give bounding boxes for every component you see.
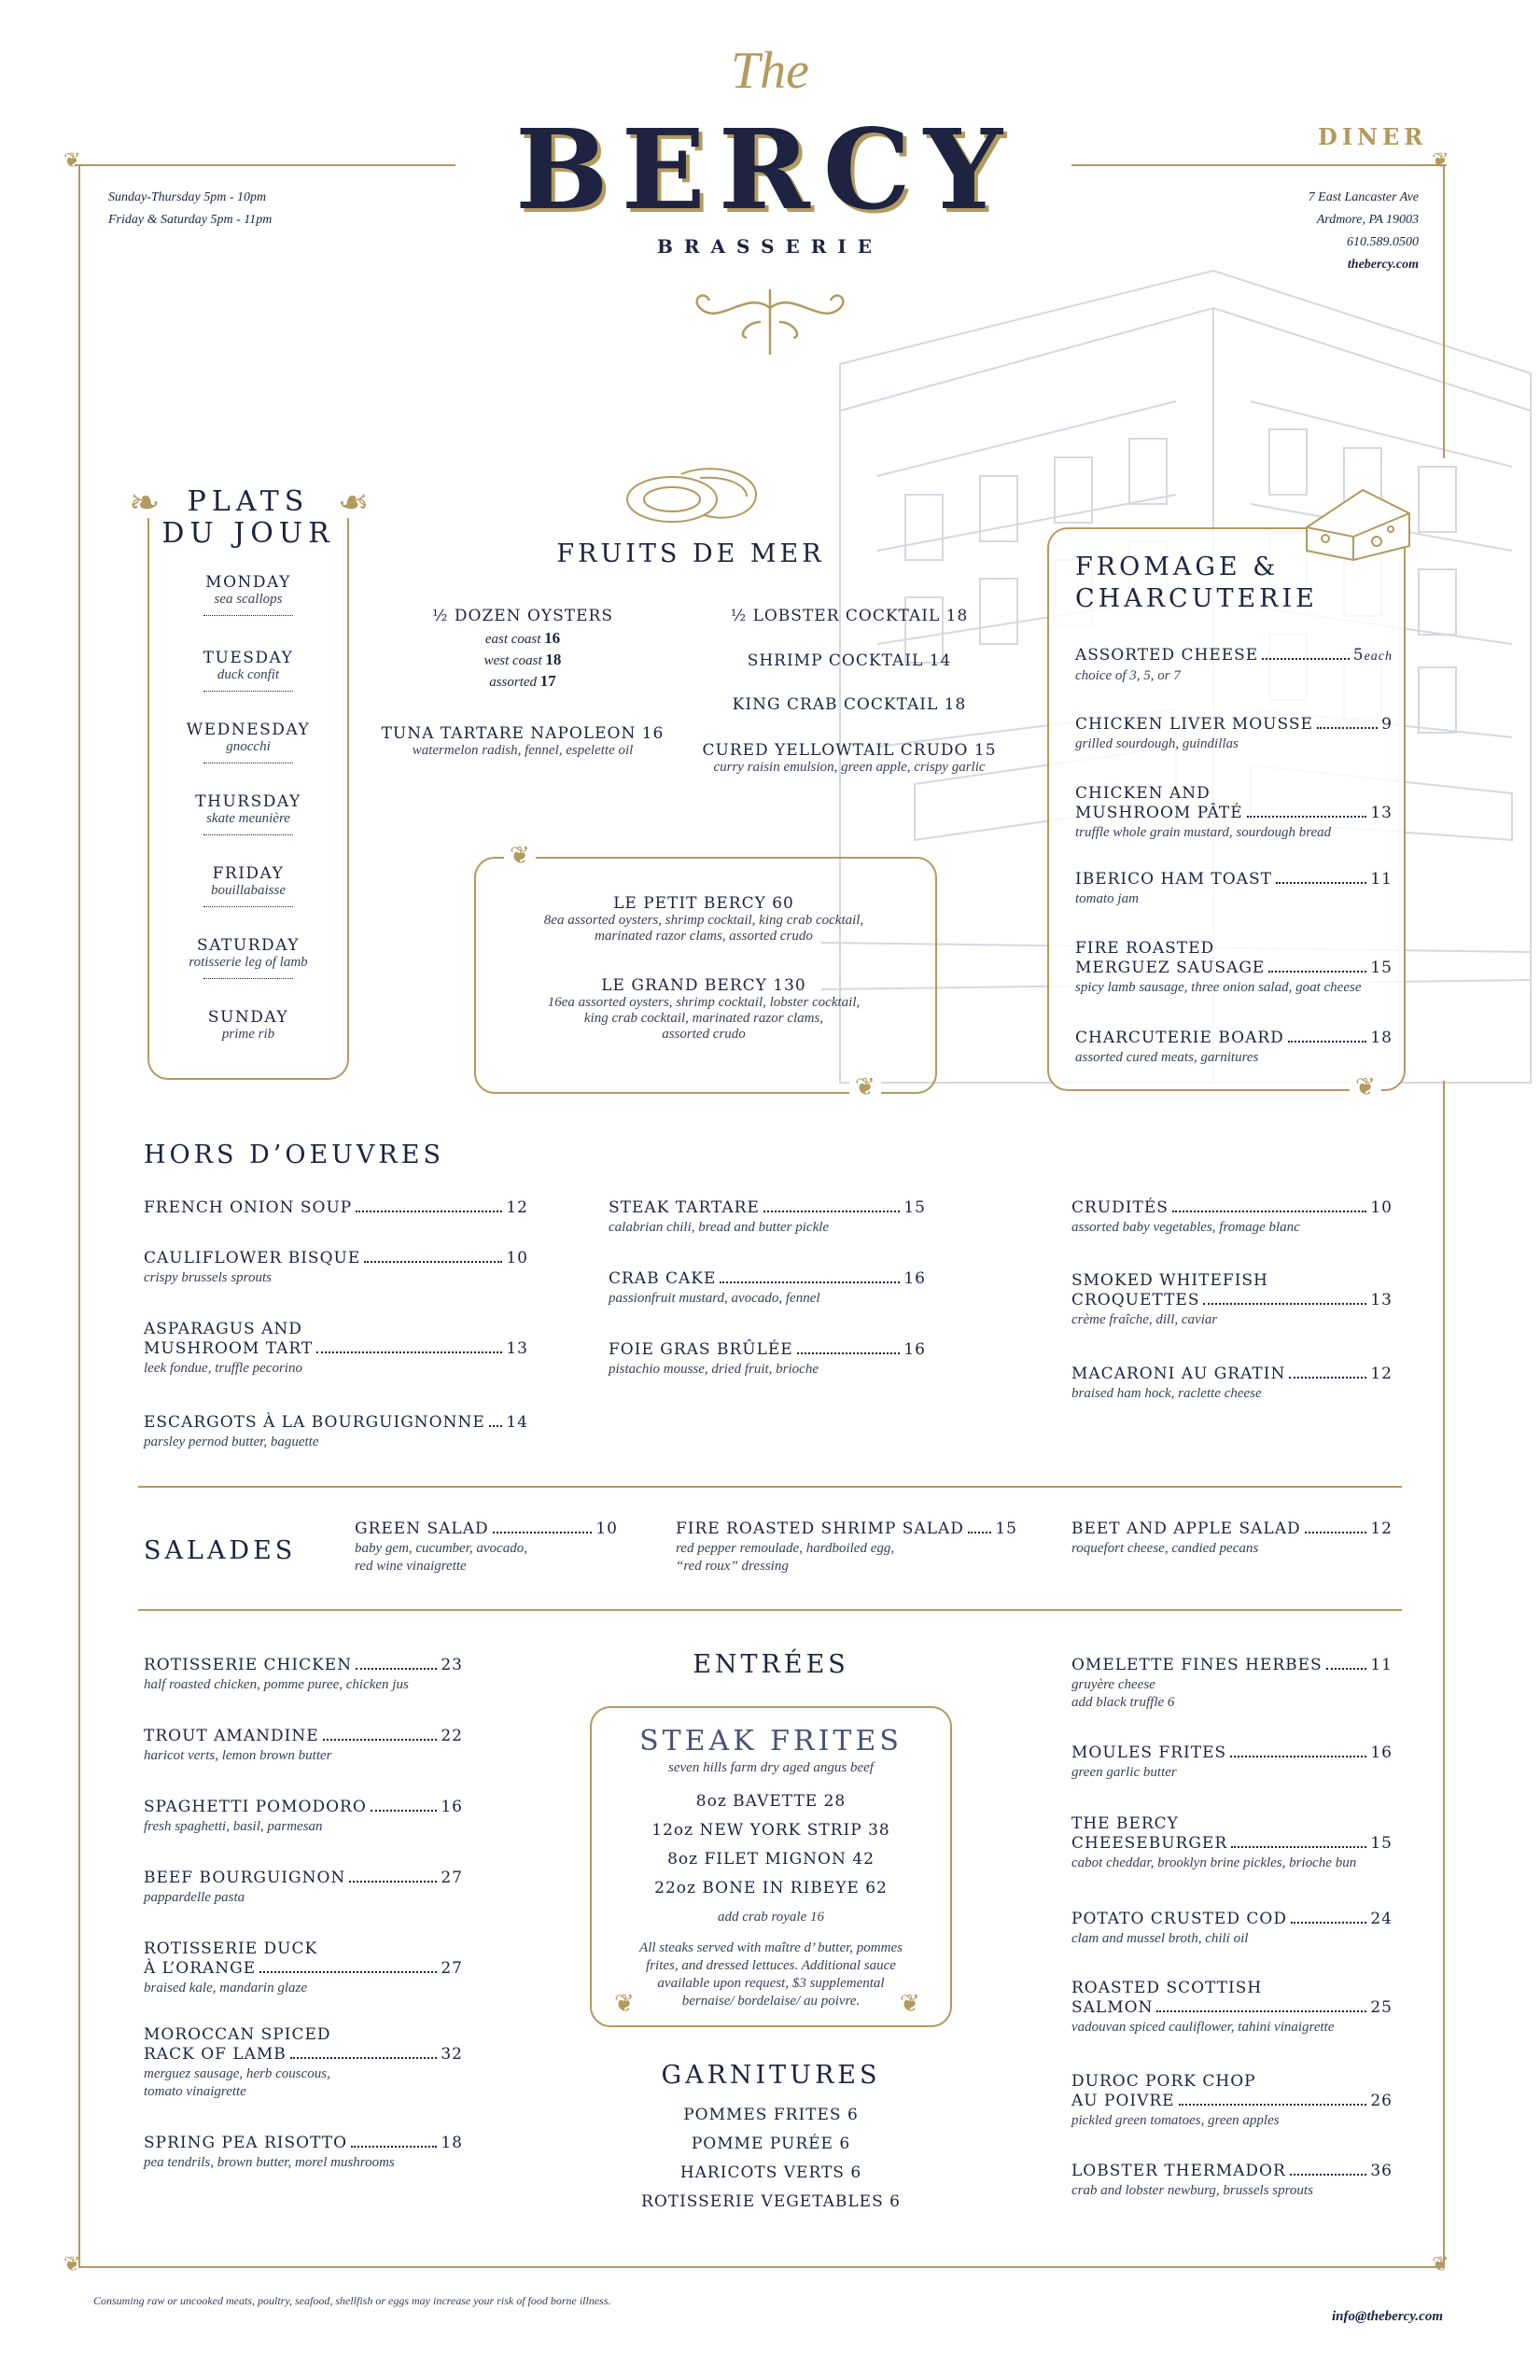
tuna-item: TUNA TARTARE NAPOLEON 16 watermelon radish, fennel, espelette oil (381, 724, 665, 758)
hors-item: FOIE GRAS BRÛLÉE 16 pistachio mousse, dried fruit, brioche (609, 1340, 926, 1377)
hors-item: CRAB CAKE 16 passionfruit mustard, avocado, fennel (609, 1269, 926, 1306)
logo-the: The (731, 42, 809, 100)
hors-item: ASPARAGUS AND MUSHROOM TART 13 leek fondue, truffle pecorino (144, 1320, 528, 1376)
garniture-item: HARICOTS VERTS 6 (679, 2163, 862, 2182)
hors-item: MACARONI AU GRATIN 12 braised ham hock, raclette cheese (1071, 1365, 1393, 1401)
corner-flourish-icon: ❦ (1432, 2253, 1449, 2276)
hors-item: STEAK TARTARE 15 calabrian chili, bread and butter pickle (609, 1198, 926, 1235)
hours-line-2: Friday & Saturday 5pm - 11pm (108, 213, 273, 227)
garnitures-title: GARNITURES (661, 2061, 881, 2090)
shrimp-cocktail-item: SHRIMP COCKTAIL 14 (747, 651, 952, 670)
king-crab-item: KING CRAB COCKTAIL 18 (732, 695, 967, 714)
garniture-item: POMME PURÉE 6 (691, 2135, 851, 2153)
cheese-illustration-icon (1288, 471, 1419, 565)
hors-title: HORS D’OEUVRES (144, 1141, 444, 1169)
sprig-icon: ❦ (504, 842, 536, 870)
fromage-item-iberico: IBERICO HAM TOAST 11 tomato jam (1075, 870, 1393, 906)
entree-item: TROUT AMANDINE 22 haricot verts, lemon brown butter (144, 1727, 463, 1763)
address-line-2: Ardmore, PA 19003 (1316, 213, 1419, 227)
grand-bercy-item: LE GRAND BERCY 130 16ea assorted oysters, shrimp cocktail, lobster cocktail, king crab cocktail, marinated razor clams, assorted crudo (547, 976, 861, 1042)
plats-title-1: PLATS (187, 485, 310, 518)
frame-right-bottom-rule (1443, 1081, 1445, 2268)
plat-wednesday: WEDNESDAY gnocchi (140, 721, 357, 763)
email-link[interactable]: info@thebercy.com (1332, 2309, 1443, 2324)
fromage-item-liver-mousse: CHICKEN LIVER MOUSSE 9 grilled sourdough, guindillas (1075, 715, 1393, 751)
frame-left-rule (78, 164, 80, 2268)
sprig-icon: ❦ (894, 1990, 926, 2018)
sprig-icon: ❦ (1350, 1073, 1381, 1101)
hors-item: CAULIFLOWER BISQUE 10 crispy brussels sprouts (144, 1249, 528, 1285)
plat-saturday: SATURDAY rotisserie leg of lamb (140, 936, 357, 979)
steak-cut: 22oz BONE IN RIBEYE 62 (654, 1879, 888, 1897)
entree-item: SPRING PEA RISOTTO 18 pea tendrils, brown butter, morel mushrooms (144, 2134, 463, 2170)
entree-item: MOROCCAN SPICED RACK OF LAMB 32 merguez sausage, herb couscous, tomato vinaigrette (144, 2025, 463, 2099)
logo-name: BERCY (515, 105, 1015, 234)
fromage-item-merguez: FIRE ROASTED MERGUEZ SAUSAGE 15 spicy lamb sausage, three onion salad, goat cheese (1075, 939, 1393, 995)
salad-item: FIRE ROASTED SHRIMP SALAD 15 red pepper remoulade, hardboiled egg, “red roux” dressing (676, 1519, 1017, 1574)
corner-flourish-icon: ❦ (63, 2253, 81, 2276)
phone-number: 610.589.0500 (1347, 235, 1419, 249)
plat-monday: MONDAY sea scallops (140, 573, 357, 616)
plat-sunday: SUNDAY prime rib (207, 1008, 289, 1042)
fromage-item-pate: CHICKEN AND MUSHROOM PÂTÉ 13 truffle whole grain mustard, sourdough bread (1075, 784, 1393, 840)
steak-cut: 12oz NEW YORK STRIP 38 (651, 1821, 890, 1840)
logo-sub: BRASSERIE (657, 235, 883, 258)
petit-bercy-item: LE PETIT BERCY 60 8ea assorted oysters, shrimp cocktail, king crab cocktail, marinated razor clams, assorted crudo (543, 894, 864, 944)
garniture-item: ROTISSERIE VEGETABLES 6 (641, 2192, 901, 2211)
entree-item: DUROC PORK CHOP AU POIVRE 26 pickled green tomatoes, green apples (1071, 2072, 1393, 2128)
fromage-title-1: FROMAGE & (1075, 553, 1280, 581)
oysters-item: ½ DOZEN OYSTERS east coast 16 west coast 18 assorted 17 (432, 607, 613, 690)
frame-bottom-rule (78, 2266, 1445, 2268)
entree-item: BEEF BOURGUIGNON 27 pappardelle pasta (144, 1869, 463, 1905)
corner-flourish-icon: ❦ (1432, 149, 1449, 173)
entrees-title: ENTRÉES (693, 1650, 849, 1679)
plat-thursday: THURSDAY skate meunière (140, 792, 357, 835)
oyster-illustration-icon (616, 457, 765, 532)
steak-cut: 8oz BAVETTE 28 (695, 1792, 847, 1811)
salades-bottom-rule (138, 1609, 1402, 1611)
entree-item: ROASTED SCOTTISH SALMON 25 vadouvan spiced cauliflower, tahini vinaigrette (1071, 1979, 1393, 2035)
fruits-title: FRUITS DE MER (556, 539, 825, 568)
salad-item: GREEN SALAD 10 baby gem, cucumber, avocado, red wine vinaigrette (355, 1519, 618, 1574)
frame-top-right-rule (1071, 164, 1447, 166)
corner-flourish-icon: ❦ (63, 149, 81, 173)
plats-title-2: DU JOUR (161, 517, 335, 550)
entree-item: ROTISSERIE DUCK À L’ORANGE 27 braised kale, mandarin glaze (144, 1939, 463, 1995)
salad-item: BEET AND APPLE SALAD 12 roquefort cheese, candied pecans (1071, 1519, 1393, 1556)
entree-item: OMELETTE FINES HERBES 11 gruyère cheese add black truffle 6 (1071, 1656, 1393, 1710)
platter-box (474, 857, 937, 1094)
hors-item: FRENCH ONION SOUP 12 (144, 1198, 528, 1217)
laurel-icon: ❧ (129, 482, 161, 525)
fromage-item-assorted-cheese: ASSORTED CHEESE 5 each choice of 3, 5, or 7 (1075, 646, 1393, 683)
garniture-item: POMMES FRITES 6 (683, 2106, 859, 2124)
steak-frites-sub: seven hills farm dry aged angus beef (668, 1760, 874, 1775)
hors-item: ESCARGOTS À LA BOURGUIGNONNE 14 parsley pernod butter, baguette (144, 1413, 528, 1449)
hours-line-1: Sunday-Thursday 5pm - 10pm (108, 190, 267, 204)
laurel-icon: ❧ (338, 482, 370, 525)
salades-title: SALADES (144, 1536, 297, 1565)
entree-item: THE BERCY CHEESEBURGER 15 cabot cheddar, brooklyn brine pickles, brioche bun (1071, 1814, 1393, 1870)
website-link[interactable]: thebercy.com (1347, 258, 1419, 272)
steak-frites-title: STEAK FRITES (639, 1725, 903, 1757)
diner-label: DINER (1318, 123, 1428, 150)
frame-top-left-rule (75, 164, 455, 166)
fromage-title-2: CHARCUTERIE (1075, 584, 1318, 613)
entree-item: SPAGHETTI POMODORO 16 fresh spaghetti, basil, parmesan (144, 1798, 463, 1834)
hors-item: CRUDITÉS 10 assorted baby vegetables, fromage blanc (1071, 1198, 1393, 1235)
lobster-cocktail-item: ½ LOBSTER COCKTAIL 18 (730, 607, 969, 625)
steak-addon: add crab royale 16 (717, 1910, 824, 1925)
fromage-item-charcuterie-board: CHARCUTERIE BOARD 18 assorted cured meats, garnitures (1075, 1029, 1393, 1065)
hors-item: SMOKED WHITEFISH CROQUETTES 13 crème fraîche, dill, caviar (1071, 1271, 1393, 1327)
yellowtail-item: CURED YELLOWTAIL CRUDO 15 curry raisin emulsion, green apple, crispy garlic (702, 741, 997, 775)
sprig-icon: ❦ (849, 1073, 881, 1101)
plat-friday: FRIDAY bouillabaisse (140, 864, 357, 907)
entree-item: MOULES FRITES 16 green garlic butter (1071, 1743, 1393, 1780)
address-line-1: 7 East Lancaster Ave (1308, 190, 1419, 204)
frame-right-top-rule (1443, 164, 1445, 458)
steak-cut: 8oz FILET MIGNON 42 (667, 1850, 875, 1869)
plat-tuesday: TUESDAY duck confit (140, 649, 357, 692)
entree-item: LOBSTER THERMADOR 36 crab and lobster newburg, brussels sprouts (1071, 2162, 1393, 2198)
sprig-icon: ❦ (609, 1990, 640, 2018)
entree-item: ROTISSERIE CHICKEN 23 half roasted chicken, pomme puree, chicken jus (144, 1656, 463, 1692)
flourish-icon (681, 280, 859, 364)
disclaimer: Consuming raw or uncooked meats, poultry, seafood, shellfish or eggs may increase your risk of food borne illness. (93, 2294, 611, 2307)
entree-item: POTATO CRUSTED COD 24 clam and mussel broth, chili oil (1071, 1910, 1393, 1946)
salades-top-rule (138, 1486, 1402, 1488)
steak-note: All steaks served with maître d’ butter, pommes frites, and dressed lettuces. Additional sauce available upon request, $3 supplemental bernaise/ bordelaise/ au poivre. (639, 1940, 903, 2009)
